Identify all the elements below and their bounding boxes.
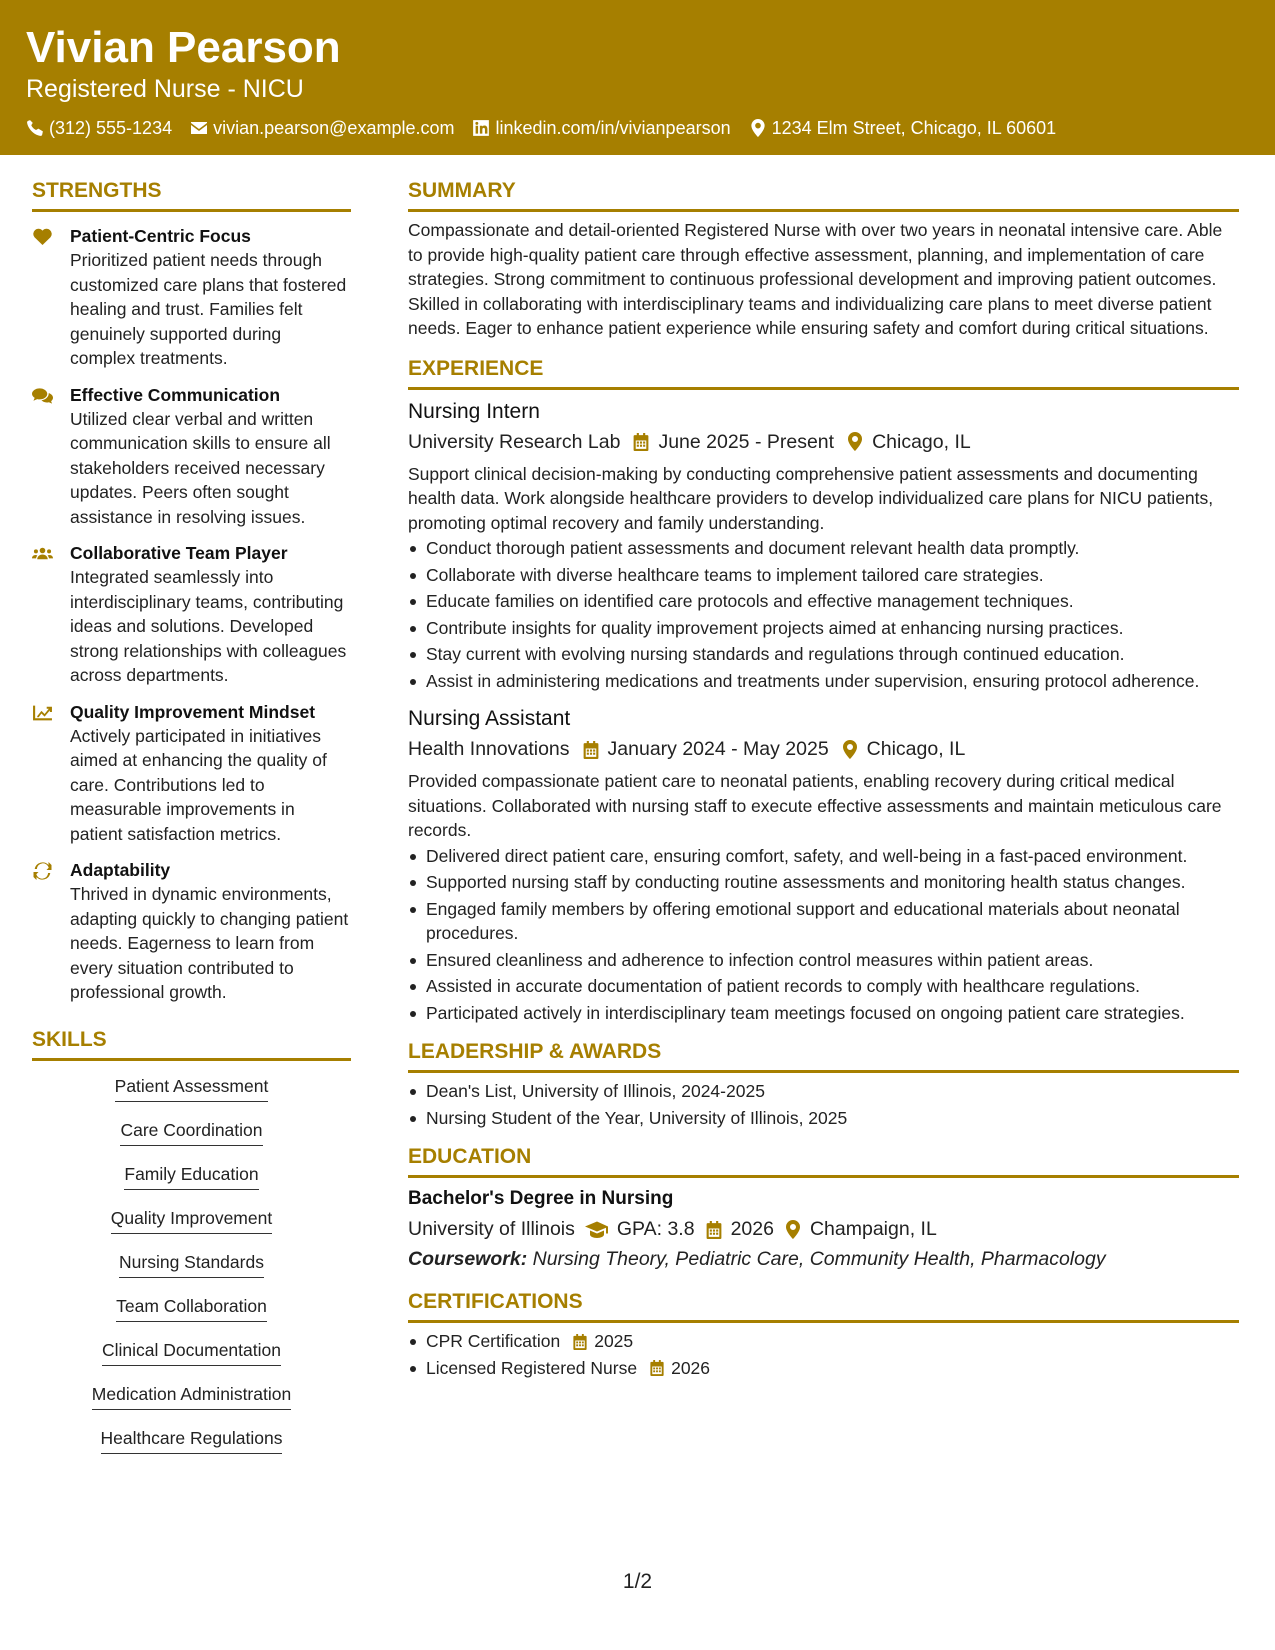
job-meta xyxy=(408,428,1239,456)
email-text: vivian.pearson@example.com xyxy=(213,118,455,138)
cert-year: 2025 xyxy=(594,1331,634,1351)
list-item: Nursing Student of the Year, University of Illinois, 2025 xyxy=(408,1106,1239,1131)
cert-name: CPR Certification xyxy=(426,1331,561,1351)
list-item xyxy=(408,1356,1239,1381)
coursework xyxy=(408,1245,1239,1273)
contact-bar xyxy=(26,116,1249,140)
list-item: Participated actively in interdisciplinary team meetings focused on ongoing patient care strategies. xyxy=(408,1001,1239,1026)
strength-item xyxy=(32,542,351,688)
job-title: Nursing Assistant xyxy=(408,707,571,730)
skill-tag: Care Coordination xyxy=(120,1118,262,1146)
contact-linkedin[interactable] xyxy=(472,116,730,140)
users-icon xyxy=(32,545,53,563)
coursework-label: Coursework: xyxy=(408,1248,528,1270)
cert-name: Licensed Registered Nurse xyxy=(426,1357,638,1378)
strength-desc: Actively participated in initiatives aimed at enhancing the quality of care. Contributions led to measurable improvements in patient satisfaction metrics. xyxy=(70,725,327,844)
cert-year: 2026 xyxy=(671,1357,711,1378)
job-description: Support clinical decision-making by conducting comprehensive patient assessments and documenting health data. Work alongside healthcare providers to develop individualized care plans for NICU patients, promoting optimal recovery and family understanding. xyxy=(408,463,1214,533)
contact-email[interactable] xyxy=(190,116,454,140)
job-bullets xyxy=(408,536,1239,693)
job-company: University Research Lab xyxy=(408,430,621,453)
certifications-heading: CERTIFICATIONS xyxy=(408,1289,1239,1323)
experience-heading: EXPERIENCE xyxy=(408,356,1239,390)
skill-tag: Team Collaboration xyxy=(116,1294,267,1322)
strength-desc: Thrived in dynamic environments, adapting quickly to changing patient needs. Eagerness to learn from every situation contributed to professional growth. xyxy=(70,884,349,1002)
strength-desc: Utilized clear verbal and written communication skills to ensure all stakeholders received necessary updates. Peers often sought assistance in resolving issues. xyxy=(70,408,331,527)
graduation-cap-icon xyxy=(585,1220,609,1239)
page-number: 1/2 xyxy=(622,1570,653,1593)
linkedin-text: linkedin.com/in/vivianpearson xyxy=(495,118,731,138)
list-item: Contribute insights for quality improvement projects aimed at enhancing nursing practices. xyxy=(408,616,1239,641)
address-text: 1234 Elm Street, Chicago, IL 60601 xyxy=(771,118,1057,138)
job-location: Chicago, IL xyxy=(872,430,971,453)
skill-tag: Clinical Documentation xyxy=(102,1338,281,1366)
job-entry xyxy=(408,398,1239,694)
coursework-list: Nursing Theory, Pediatric Care, Community Health, Pharmacology xyxy=(527,1248,1106,1270)
strength-desc: Integrated seamlessly into interdisciplinary teams, contributing ideas and solutions. Developed strong relationships with colleagues across departments. xyxy=(70,567,347,685)
skills-heading: SKILLS xyxy=(32,1027,351,1061)
calendar-icon xyxy=(582,740,600,759)
list-item: Assisted in accurate documentation of patient records to comply with healthcare regulations. xyxy=(408,974,1239,999)
sync-icon xyxy=(32,862,53,880)
calendar-icon xyxy=(705,1220,723,1239)
list-item: Conduct thorough patient assessments and document relevant health data promptly. xyxy=(408,536,1239,561)
job-title: Nursing Intern xyxy=(408,399,540,423)
skills-list xyxy=(32,1074,351,1470)
strength-title: Collaborative Team Player xyxy=(70,543,288,563)
degree-title: Bachelor's Degree in Nursing xyxy=(408,1188,674,1209)
strength-title: Adaptability xyxy=(70,860,171,880)
list-item: Engaged family members by offering emotional support and educational materials about neonatal procedures. xyxy=(408,897,1239,946)
strength-title: Quality Improvement Mindset xyxy=(70,701,316,722)
job-dates: June 2025 - Present xyxy=(658,430,835,453)
job-description: Provided compassionate patient care to neonatal patients, enabling recovery during critical medical situations. Collaborated with nursing staff to execute effective assessments and maintain meticulous care records. xyxy=(408,771,1222,840)
list-item: Educate families on identified care protocols and effective management techniques. xyxy=(408,589,1239,614)
skill-tag: Quality Improvement xyxy=(111,1206,272,1234)
strength-item xyxy=(32,859,351,1005)
calendar-icon xyxy=(649,1359,665,1376)
list-item: Delivered direct patient care, ensuring comfort, safety, and well-being in a fast-paced environment. xyxy=(408,844,1239,869)
map-marker-icon xyxy=(846,432,864,451)
map-marker-icon xyxy=(749,119,767,137)
skill-tag: Patient Assessment xyxy=(115,1074,269,1102)
list-item: Dean's List, University of Illinois, 2024-2025 xyxy=(408,1079,1239,1104)
comments-icon xyxy=(32,387,53,405)
strength-desc: Prioritized patient needs through customized care plans that fostered healing and trust. Families felt genuinely supported during complex treatments. xyxy=(70,250,347,368)
school-location: Champaign, IL xyxy=(809,1218,937,1240)
list-item: Stay current with evolving nursing standards and regulations through continued education. xyxy=(408,642,1239,667)
strength-item xyxy=(32,701,351,847)
phone-icon xyxy=(26,119,44,137)
job-meta xyxy=(408,735,1239,763)
skill-tag: Nursing Standards xyxy=(119,1250,264,1278)
skill-tag: Medication Administration xyxy=(92,1382,291,1410)
map-marker-icon xyxy=(841,740,859,759)
resume-header xyxy=(0,0,1275,155)
awards-heading: LEADERSHIP & AWARDS xyxy=(408,1039,1239,1073)
job-bullets xyxy=(408,844,1239,1026)
education-heading: EDUCATION xyxy=(408,1144,1239,1178)
job-dates: January 2024 - May 2025 xyxy=(607,738,829,760)
right-column xyxy=(408,178,1239,1382)
job-location: Chicago, IL xyxy=(866,738,966,760)
gpa: GPA: 3.8 xyxy=(616,1218,695,1240)
strengths-heading: STRENGTHS xyxy=(32,178,351,212)
job-company: Health Innovations xyxy=(408,738,570,760)
phone-text: (312) 555-1234 xyxy=(49,118,173,138)
envelope-icon xyxy=(190,119,208,137)
list-item: Ensured cleanliness and adherence to infection control measures within patient areas. xyxy=(408,948,1239,973)
linkedin-icon xyxy=(472,119,490,137)
skill-tag: Family Education xyxy=(124,1162,258,1190)
strength-title: Effective Communication xyxy=(70,384,281,405)
candidate-title: Registered Nurse - NICU xyxy=(26,75,304,103)
strength-item xyxy=(32,225,351,371)
contact-address xyxy=(749,116,1057,140)
list-item: Supported nursing staff by conducting routine assessments and monitoring health status changes. xyxy=(408,870,1239,895)
skill-tag: Healthcare Regulations xyxy=(101,1426,283,1454)
calendar-icon xyxy=(632,432,650,451)
list-item xyxy=(408,1329,1239,1354)
list-item: Collaborate with diverse healthcare teams to implement tailored care strategies. xyxy=(408,563,1239,588)
calendar-icon xyxy=(572,1333,588,1350)
candidate-name: Vivian Pearson xyxy=(26,23,341,72)
grad-year: 2026 xyxy=(730,1218,774,1240)
summary-heading: SUMMARY xyxy=(408,178,1239,212)
certifications-list xyxy=(408,1329,1239,1380)
left-column xyxy=(32,178,351,1470)
job-entry xyxy=(408,705,1239,1025)
list-item: Assist in administering medications and treatments under supervision, ensuring protocol adherence. xyxy=(408,669,1239,694)
chart-line-icon xyxy=(32,704,53,722)
contact-phone[interactable] xyxy=(26,116,172,140)
strength-item xyxy=(32,384,351,530)
strength-title: Patient-Centric Focus xyxy=(70,226,251,246)
heart-icon xyxy=(32,228,53,246)
summary-text: Compassionate and detail-oriented Registered Nurse with over two years in neonatal intensive care. Able to provide high-quality patient care through effective assessment, planning, and implementation of care strategies. Strong commitment to continuous professional development and improving patient outcomes. Skilled in collaborating with interdisciplinary teams and individualizing care plans to meet diverse patient needs. Eager to enhance patient experience while ensuring safety and comfort during critical situations. xyxy=(408,220,1223,338)
awards-list xyxy=(408,1079,1239,1130)
school-name: University of Illinois xyxy=(408,1218,575,1240)
education-meta xyxy=(408,1215,1239,1243)
map-marker-icon xyxy=(784,1220,802,1239)
